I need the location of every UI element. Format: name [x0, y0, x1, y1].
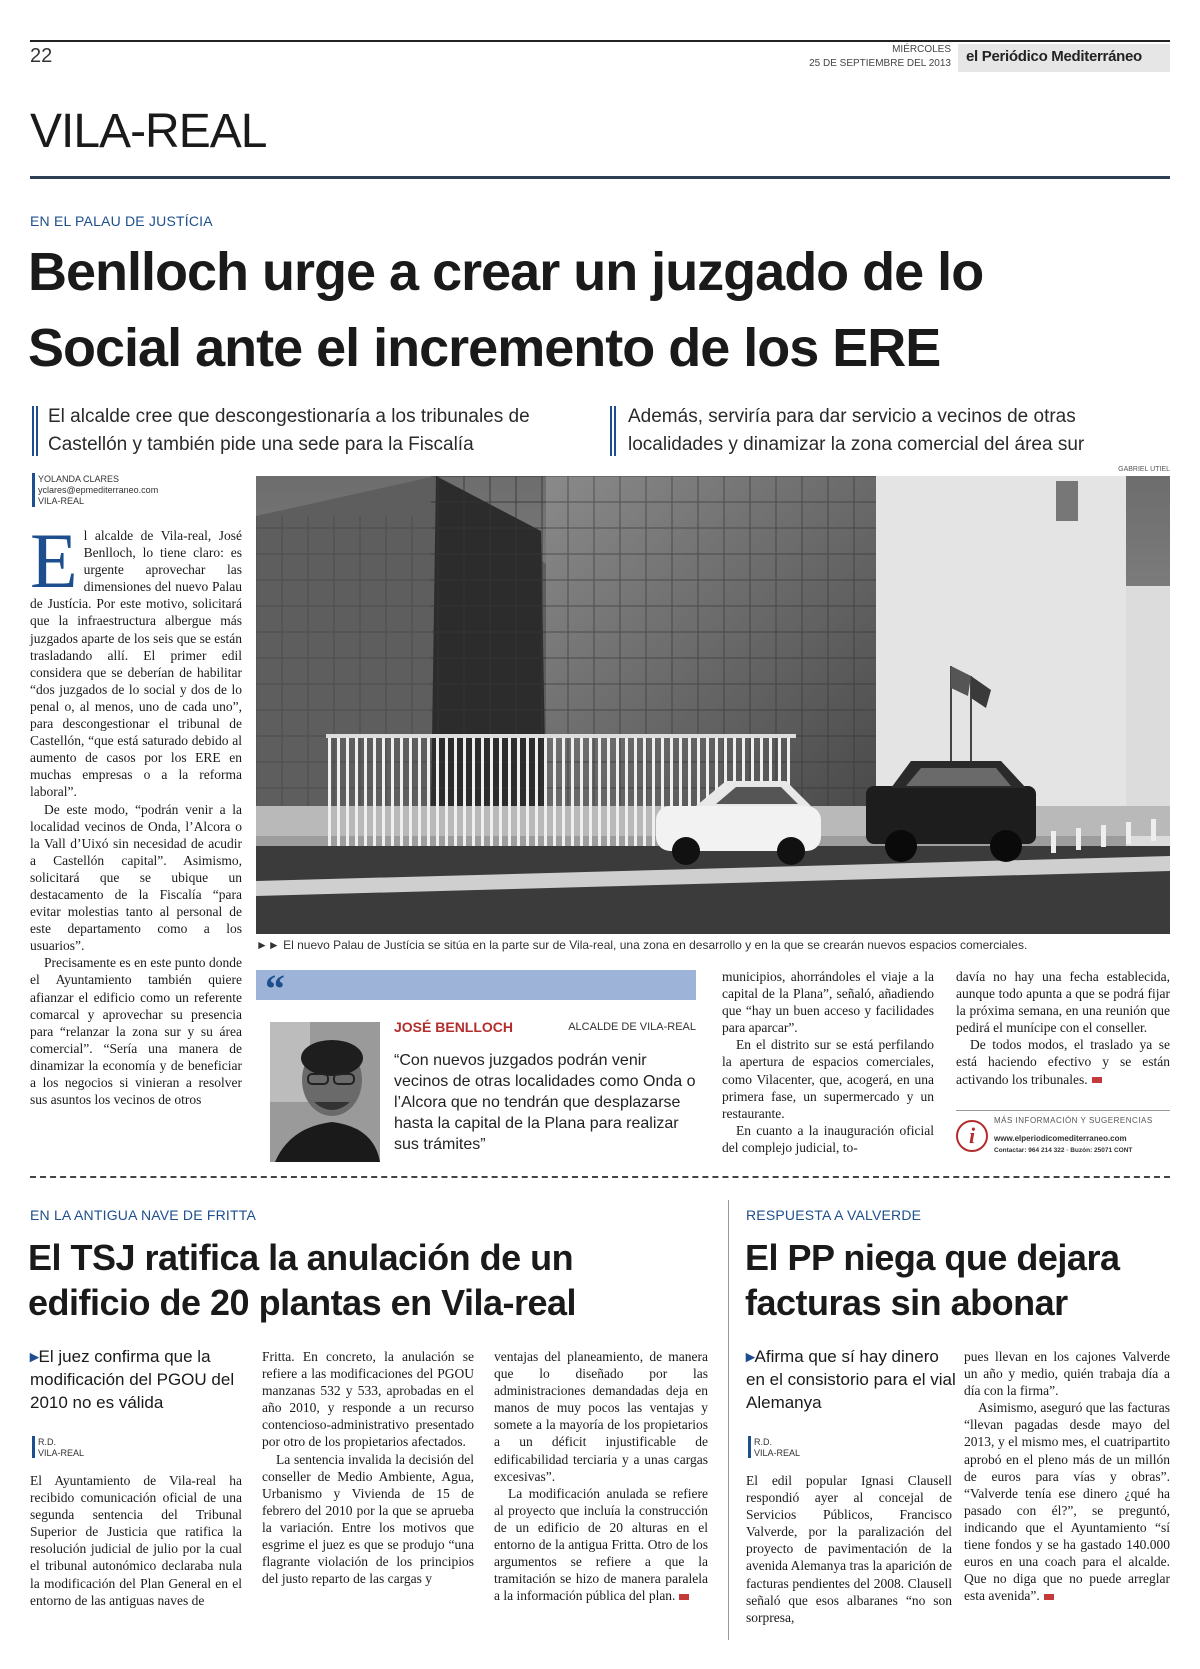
main-column-4 [956, 968, 1170, 1088]
paragraph: En cuanto a la inauguración oficial del complejo judicial, to- [722, 1122, 934, 1155]
story3-headline-line1: El PP niega que dejara [745, 1237, 1120, 1278]
issue-date: 25 DE SEPTIEMBRE DEL 2013 [809, 58, 951, 69]
portrait-illustration [270, 1022, 380, 1162]
info-rule [956, 1110, 1170, 1111]
story3-bullet [746, 1345, 958, 1414]
story3-headline-line2: facturas sin abonar [745, 1282, 1068, 1323]
paragraph: Asimismo, aseguró que las facturas “llevan pagadas desde mayo del 2013, y el mismo mes, el cuatripartito aprobó en el pleno más de un millón de euros para vías y obras”. “Valverde tenía ese dinero ¿qué ha pasado con él?”, se preguntó, indicando que el Ayuntamiento “sí tiene fondos y se ha gastado 140.000 euros en una coach para el alcalde. Que no diga que no puede arreglar esta avenida”. [964, 1400, 1170, 1604]
main-byline [38, 474, 238, 507]
main-kicker: EN EL PALAU DE JUSTÍCIA [30, 213, 213, 229]
paragraph: Precisamente es en este punto donde el Ayuntamiento también quiere afianzar el edificio como un referente comarcal y aprovechar su presencia para “relanzar la zona sur y su área comercial”. “Sería una manera de dinamizar la economía y de beneficiar a los negocios si vinieran a resolver sus asuntos los vecinos de otros [30, 955, 242, 1108]
paragraph: Fritta. En concreto, la anulación se refiere a las modificaciones del PGOU manzanas 532 y 533, aprobadas en el año 2010, y responde a un recurso contencioso-administrativo presentado por otro de los propietarios afectados. [262, 1349, 474, 1450]
story2-column-3 [494, 1348, 708, 1604]
photo-caption: ►► El nuevo Palau de Justícia se sitúa en la parte sur de Vila-real, una zona en desarrollo y en la que se crearán nuevos espacios comerciales. [256, 938, 1028, 952]
paragraph: En el distrito sur se está perfilando la apertura de espacios comerciales, como Vilacenter, que, acogerá, en una primera fase, un supermercado y un restaurante. [722, 1037, 934, 1121]
main-headline-line1: Benlloch urge a crear un juzgado de lo [28, 242, 984, 302]
subhead-marker [610, 406, 616, 456]
story2-column-2 [262, 1348, 474, 1587]
column-divider [728, 1200, 729, 1640]
palau-justicia-photo [256, 476, 1170, 934]
byline-name: YOLANDA CLARES [38, 474, 120, 484]
subhead-marker [32, 406, 38, 456]
story2-bullet [30, 1345, 240, 1414]
byline-place: VILA-REAL [38, 1448, 85, 1458]
quote-author: JOSÉ BENLLOCH [394, 1019, 514, 1035]
main-subhead-1: El alcalde cree que descongestionaría a los tribunales de Castellón y también pide una sede para la Fiscalía [48, 406, 530, 455]
quote-author-role: ALCALDE DE VILA-REAL [568, 1021, 696, 1033]
byline-email: yclares@epmediterraneo.com [38, 485, 159, 495]
paragraph: El Ayuntamiento de Vila-real ha recibido comunicación oficial de una segunda sentencia del Tribunal Superior de Justicia que ratifica la resolución judicial de julio por la cual el tribunal autonómico declaraba nula la modificación del Plan General en el entorno de las antiguas naves de [30, 1473, 242, 1608]
section-separator [30, 1176, 1170, 1178]
main-headline [28, 234, 1178, 386]
story3-column-2 [964, 1348, 1170, 1604]
end-mark-icon [1092, 1077, 1102, 1083]
paragraph: municipios, ahorrándoles el viaje a la capital de la Plana”, señaló, añadiendo que “hay un buen acceso y facilidades para aparcar”. [722, 969, 934, 1036]
paragraph: davía no hay una fecha establecida, aunque todo apunta a que se podrá fijar la próxima semana, en una reunión que pedirá el munícipe con el conseller. [956, 969, 1170, 1036]
bullet-icon: ▸ [30, 1347, 39, 1366]
benlloch-portrait [270, 1022, 380, 1162]
byline-bar [32, 473, 35, 507]
dropcap: E [30, 517, 78, 604]
issue-day: MIÉRCOLES [892, 44, 951, 55]
byline-bar [748, 1436, 751, 1458]
photo-illustration [256, 476, 1170, 934]
paragraph: pues llevan en los cajones Valverde un año y medio, quién trabaja día a día con la firma”. [964, 1349, 1170, 1399]
main-column-3 [722, 968, 934, 1156]
info-label: MÁS INFORMACIÓN Y SUGERENCIAS [994, 1116, 1153, 1125]
byline-place: VILA-REAL [754, 1448, 801, 1458]
paragraph: De este modo, “podrán venir a la localidad vecinos de Onda, l’Alcora o la Vall d’Uixó sin necesidad de acudir a Castellón capital”. Asimismo, solicitará que se ubique un destacamento de la Fiscalía “para evitar molestias tanto al personal de este departamento como a los usuarios”. [30, 801, 242, 954]
quote-bar [256, 970, 696, 1000]
story2-headline [28, 1235, 728, 1325]
story2-kicker: EN LA ANTIGUA NAVE DE FRITTA [30, 1207, 257, 1223]
story3-byline [754, 1437, 800, 1459]
paragraph: El edil popular Ignasi Clausell respondió ayer al concejal de Servicios Públicos, Francisco Valverde, por la paralización del proyecto de pavimentación de la avenida Alemanya tras la aparición de facturas pendientes del 2008. Clausell señaló que esos albaranes “no son sorpresa, [746, 1473, 952, 1625]
end-mark-icon [679, 1594, 689, 1600]
end-mark-icon [1044, 1594, 1054, 1600]
main-headline-line2: Social ante el incremento de los ERE [28, 318, 941, 378]
main-subhead-2: Además, serviría para dar servicio a vecinos de otras localidades y dinamizar la zona comercial del área sur [628, 406, 1085, 455]
section-title: VILA-REAL [30, 105, 267, 158]
story2-headline-line2: edificio de 20 plantas en Vila-real [28, 1282, 577, 1323]
main-column-1 [30, 517, 242, 1108]
story3-bullet-text: Afirma que sí hay dinero en el consistorio para el vial Alemanya [746, 1347, 956, 1412]
quote-text: “Con nuevos juzgados podrán venir vecinos de otras localidades como Onda o l’Alcora que no tendrán que desplazarse hasta la capital de la Plana para realizar sus trámites” [394, 1052, 696, 1153]
byline-name: R.D. [38, 1437, 56, 1447]
info-icon: i [956, 1120, 988, 1152]
newspaper-brand: el Periódico Mediterráneo [966, 48, 1142, 65]
story2-headline-line1: El TSJ ratifica la anulación de un [28, 1237, 574, 1278]
info-url[interactable]: www.elperiodicomediterraneo.com [994, 1134, 1127, 1143]
paragraph: ventajas del planeamiento, de manera que lo diseñado por las administraciones demandadas deja en manos de muy pocos las ventajas y somete a la mayoría de los propietarios a un déficit injustificable de edificabilidad terciaria y a unas cargas excesivas”. [494, 1349, 708, 1484]
story3-column-1 [746, 1472, 952, 1626]
story3-headline [745, 1235, 1170, 1325]
quote-mark-icon: “ [265, 966, 285, 1011]
bullet-icon: ▸ [746, 1347, 755, 1366]
info-contact: Contactar: 964 214 322 · Buzón: 25071 CONT [994, 1147, 1133, 1154]
byline-bar [32, 1436, 35, 1458]
paragraph: l alcalde de Vila-real, José Benlloch, lo tiene claro: es urgente aprovechar las dimensiones del nuevo Palau de Justícia. Por este motivo, solicitará que la infraestructura albergue más juzgados aparte de los seis que se están trasladando allí. El primer edil considera que se deberían de habilitar “dos juzgados de lo social y dos de lo penal o, al menos, uno de cada uno”, para descongestionar el tribunal de Castellón, “que está saturado debido al aumento de casos por los ERE en muchas empresas o a la reforma laboral”. [30, 528, 242, 800]
photo-credit: GABRIEL UTIEL [1118, 466, 1170, 473]
paragraph: De todos modos, el traslado ya se está haciendo efectivo y se están activando los tribunales. [956, 1037, 1170, 1087]
paragraph: La sentencia invalida la decisión del conseller de Medio Ambiente, Agua, Urbanismo y Vivienda de 15 de febrero del 2010 por la que se aprueba la variación. Entre los motivos que esgrime el juez es que se produjo “una flagrante violación de los principios del justo reparto de las cargas y [262, 1451, 474, 1587]
paragraph: La modificación anulada se refiere al proyecto que incluía la construcción de un edificio de 20 alturas en el entorno de la antigua Fritta. Otro de los argumentos se refiere a que la tramitación se hizo de manera paralela a la información pública del plan. [494, 1485, 708, 1604]
page-number: 22 [30, 45, 53, 67]
byline-name: R.D. [754, 1437, 772, 1447]
story3-kicker: RESPUESTA A VALVERDE [746, 1207, 922, 1223]
story2-bullet-text: El juez confirma que la modificación del PGOU del 2010 no es válida [30, 1347, 235, 1412]
top-rule [30, 40, 1170, 42]
section-rule [30, 176, 1170, 179]
story2-column-1 [30, 1472, 242, 1609]
story2-byline [38, 1437, 84, 1459]
byline-place: VILA-REAL [38, 496, 85, 506]
